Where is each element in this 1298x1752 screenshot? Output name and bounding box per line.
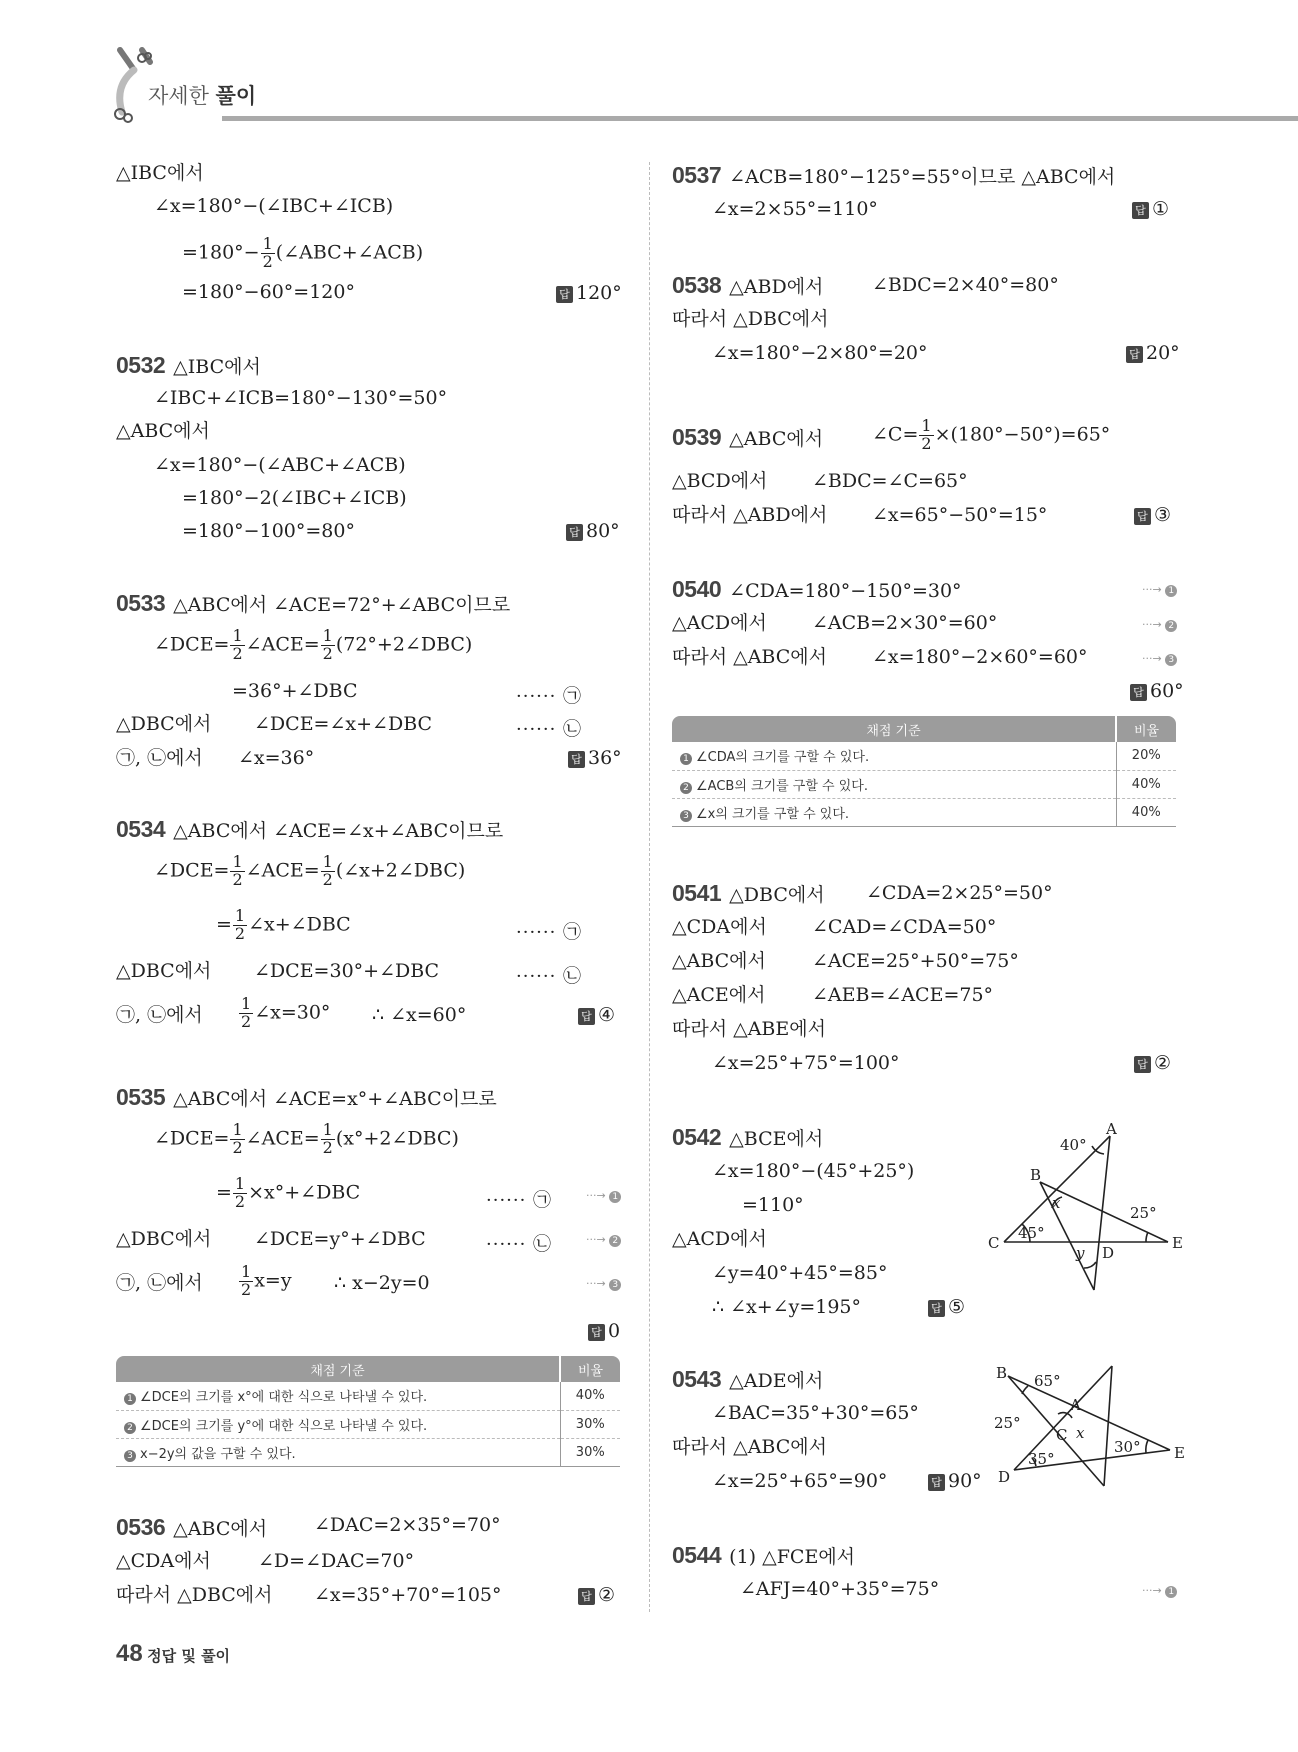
line: ∠IBC+∠ICB=180°−130°=50°: [154, 387, 448, 409]
line: ∠x=25°+65°=90°: [712, 1470, 888, 1492]
line: ∴ ∠x+∠y=195°: [712, 1296, 862, 1318]
svg-text:E: E: [1172, 1234, 1183, 1252]
line: △ACD에서: [672, 612, 767, 634]
equation-marker: ······ ㉠: [486, 1190, 553, 1211]
step-marker-3: ···→ 3: [1142, 652, 1177, 666]
line: =110°: [742, 1194, 804, 1216]
problem-0540: 0540 ∠CDA=180°−150°=30°: [672, 576, 962, 602]
svg-text:30°: 30°: [1114, 1438, 1141, 1456]
line: ∠AFJ=40°+35°=75°: [740, 1578, 940, 1600]
table-row: 1 ∠DCE의 크기를 x°에 대한 식으로 나타낼 수 있다. 40%: [116, 1382, 620, 1410]
line: 따라서 △ABD에서: [672, 504, 828, 526]
step-marker-1: ···→ 1: [1142, 1584, 1177, 1598]
line: △DBC에서: [116, 1228, 212, 1250]
line: 따라서 △DBC에서: [672, 308, 829, 330]
line: △CDA에서: [116, 1550, 211, 1572]
problem-0534: 0534 △ABC에서 ∠ACE=∠x+∠ABC이므로: [116, 816, 504, 842]
line: ∠x=2×55°=110°: [712, 198, 878, 220]
line: ∴ ∠x=60°: [372, 1004, 467, 1026]
table-row: 1 ∠CDA의 크기를 구할 수 있다. 20%: [672, 742, 1176, 770]
table-row: 3 ∠x의 크기를 구할 수 있다. 40%: [672, 798, 1176, 826]
line: ∠DCE= $\frac{1}{2}$ ∠ACE= $\frac{1}{2}$ (72°+2∠DBC): [154, 626, 473, 663]
svg-text:45°: 45°: [1018, 1224, 1045, 1242]
line: 따라서 △ABE에서: [672, 1018, 826, 1040]
page-footer: [116, 1640, 230, 1668]
line: ∠ACB=2×30°=60°: [812, 612, 998, 634]
line: =180°−2(∠IBC+∠ICB): [182, 487, 407, 509]
line: ∠x=180°−2×80°=20°: [712, 342, 928, 364]
equation-marker: ······ ㉡: [516, 719, 583, 740]
line: ∠CDA=2×25°=50°: [866, 882, 1053, 904]
svg-text:x: x: [1076, 1424, 1085, 1442]
header-rule: [222, 116, 1298, 121]
figure-0542: [984, 1122, 1184, 1294]
line: = $\frac{1}{2}$ ∠x+∠DBC: [216, 906, 351, 943]
answer: 답 90°: [928, 1470, 982, 1492]
line: ∠CAD=∠CDA=50°: [812, 916, 997, 938]
line: ∠x=65°−50°=15°: [872, 504, 1048, 526]
problem-0532: 0532 △IBC에서: [116, 352, 261, 378]
answer: 답 ②: [1134, 1052, 1171, 1074]
line: ∠BDC=∠C=65°: [812, 470, 968, 492]
line: ∠DCE=y°+∠DBC: [254, 1228, 426, 1250]
equation-marker: ······ ㉡: [516, 966, 583, 987]
problem-0543: 0543 △ADE에서: [672, 1366, 824, 1392]
svg-text:x: x: [1052, 1194, 1061, 1212]
line: △ACD에서: [672, 1228, 767, 1250]
equation-marker: ······ ㉡: [486, 1234, 553, 1255]
table-row: 2 ∠DCE의 크기를 y°에 대한 식으로 나타낼 수 있다. 30%: [116, 1410, 620, 1438]
line: ∠DCE=30°+∠DBC: [254, 960, 440, 982]
line: ∠y=40°+45°=85°: [712, 1262, 888, 1284]
line: △CDA에서: [672, 916, 767, 938]
line: ∠DCE= $\frac{1}{2}$ ∠ACE= $\frac{1}{2}$ (x°+2∠DBC): [154, 1120, 459, 1157]
svg-text:35°: 35°: [1028, 1450, 1055, 1468]
line: △ABC에서: [672, 950, 766, 972]
line: ∠x=180°−2×60°=60°: [872, 646, 1088, 668]
step-marker-3: ···→ 3: [586, 1277, 621, 1291]
line: = $\frac{1}{2}$ ×x°+∠DBC: [216, 1174, 361, 1211]
problem-0537: 0537 ∠ACB=180°−125°=55°이므로 △ABC에서: [672, 162, 1116, 188]
line: △IBC에서: [116, 162, 204, 184]
line: ∠x=180°−(∠ABC+∠ACB): [154, 454, 406, 476]
problem-0533: 0533 △ABC에서 ∠ACE=72°+∠ABC이므로: [116, 590, 511, 616]
answer: 답 20°: [1126, 342, 1180, 364]
line: $\frac{1}{2}$ x=y: [241, 1262, 292, 1299]
equation-marker: ······ ㉠: [516, 922, 583, 943]
svg-text:D: D: [1102, 1244, 1115, 1262]
line: ∠x=36°: [238, 747, 315, 769]
line: $\frac{1}{2}$ ∠x=30°: [241, 994, 331, 1031]
svg-text:A: A: [1106, 1120, 1117, 1138]
answer: 답 ④: [578, 1004, 615, 1026]
line: △BCD에서: [672, 470, 768, 492]
line: △DBC에서: [116, 960, 212, 982]
line: =180°−100°=80°: [182, 520, 355, 542]
answer: 답 120°: [556, 282, 622, 304]
line: 따라서 △ABC에서: [672, 646, 827, 668]
line: ∠x=180°−(∠IBC+∠ICB): [154, 195, 394, 217]
answer: 답 60°: [1130, 680, 1184, 702]
problem-0542: 0542 △BCE에서: [672, 1124, 824, 1150]
line: ∠C= $\frac{1}{2}$ ×(180°−50°)=65°: [872, 416, 1111, 453]
line: ∠BAC=35°+30°=65°: [712, 1402, 919, 1424]
svg-text:y: y: [1076, 1244, 1085, 1262]
svg-text:25°: 25°: [994, 1414, 1021, 1432]
svg-text:65°: 65°: [1034, 1372, 1061, 1390]
answer: 답 80°: [566, 520, 620, 542]
answer: 답 ①: [1132, 198, 1169, 220]
problem-0536: 0536 △ABC에서: [116, 1514, 268, 1540]
svg-text:40°: 40°: [1060, 1136, 1087, 1154]
scoring-table-0535: 채점 기준 비율 1 ∠DCE의 크기를 x°에 대한 식으로 나타낼 수 있다. 40% 2 ∠DCE의 크기를 y°에 대한 식으로 나타낼 수 있다. 30% 3 x−2y의 값을 구할 수 있다. 30%: [116, 1356, 620, 1467]
line: ∠BDC=2×40°=80°: [872, 274, 1059, 296]
line: ∠DAC=2×35°=70°: [314, 1514, 501, 1536]
line: ∠x=180°−(45°+25°): [712, 1160, 915, 1182]
answer: 답 ②: [578, 1584, 615, 1606]
line: 따라서 △DBC에서: [116, 1584, 273, 1606]
svg-text:E: E: [1174, 1444, 1185, 1462]
problem-0544: 0544 (1) △FCE에서: [672, 1542, 856, 1568]
line: △ABC에서: [116, 420, 210, 442]
svg-text:A: A: [1070, 1396, 1081, 1414]
svg-text:B: B: [1030, 1166, 1042, 1184]
line: △ACE에서: [672, 984, 766, 1006]
problem-0535: 0535 △ABC에서 ∠ACE=x°+∠ABC이므로: [116, 1084, 497, 1110]
line: ∠x=25°+75°=100°: [712, 1052, 900, 1074]
answer: 답 0: [588, 1320, 620, 1342]
line: ∠ACE=25°+50°=75°: [812, 950, 1019, 972]
line: ∠x=35°+70°=105°: [314, 1584, 502, 1606]
line: ∠DCE= $\frac{1}{2}$ ∠ACE= $\frac{1}{2}$ (∠x+2∠DBC): [154, 852, 466, 889]
table-row: 2 ∠ACB의 크기를 구할 수 있다. 40%: [672, 770, 1176, 798]
step-marker-1: ···→ 1: [586, 1189, 621, 1203]
figure-0543: [992, 1364, 1185, 1494]
problem-0538: 0538 △ABD에서: [672, 272, 824, 298]
svg-text:C: C: [1056, 1426, 1068, 1444]
page-number: 48: [116, 1640, 143, 1667]
line: ㉠, ㉡에서: [116, 1272, 203, 1294]
fraction: $\frac{1}{2}$: [262, 234, 273, 271]
svg-text:B: B: [996, 1364, 1008, 1382]
answer: 답 36°: [568, 747, 622, 769]
footer-title: 정답 및 풀이: [147, 1647, 231, 1665]
table-row: 3 x−2y의 값을 구할 수 있다. 30%: [116, 1438, 620, 1466]
line: ∠D=∠DAC=70°: [258, 1550, 415, 1572]
line: ㉠, ㉡에서: [116, 1004, 203, 1026]
scoring-table-0540: 채점 기준 비율 1 ∠CDA의 크기를 구할 수 있다. 20% 2 ∠ACB의 크기를 구할 수 있다. 40% 3 ∠x의 크기를 구할 수 있다. 40%: [672, 716, 1176, 827]
problem-0539: 0539 △ABC에서: [672, 424, 824, 450]
column-divider: [649, 162, 650, 1612]
line: ∠AEB=∠ACE=75°: [812, 984, 994, 1006]
problem-0541: 0541 △DBC에서: [672, 880, 825, 906]
line: ∴ x−2y=0: [334, 1272, 430, 1294]
line: =180°− $\frac{1}{2}$ (∠ABC+∠ACB): [182, 234, 424, 271]
step-marker-1: ···→ 1: [1142, 583, 1177, 597]
step-marker-2: ···→ 2: [586, 1233, 621, 1247]
answer: 답 ③: [1134, 504, 1171, 526]
line: △DBC에서: [116, 713, 212, 735]
svg-text:D: D: [998, 1468, 1011, 1486]
line: =36°+∠DBC: [232, 680, 358, 702]
line: ∠DCE=∠x+∠DBC: [254, 713, 433, 735]
answer: 답 ⑤: [928, 1296, 965, 1318]
svg-text:25°: 25°: [1130, 1204, 1157, 1222]
svg-text:C: C: [988, 1234, 1000, 1252]
header-title: 자세한 풀이: [148, 84, 257, 108]
line: ㉠, ㉡에서: [116, 747, 203, 769]
equation-marker: ······ ㉠: [516, 686, 583, 707]
line: =180°−60°=120°: [182, 281, 355, 303]
line: 따라서 △ABC에서: [672, 1436, 827, 1458]
step-marker-2: ···→ 2: [1142, 618, 1177, 632]
